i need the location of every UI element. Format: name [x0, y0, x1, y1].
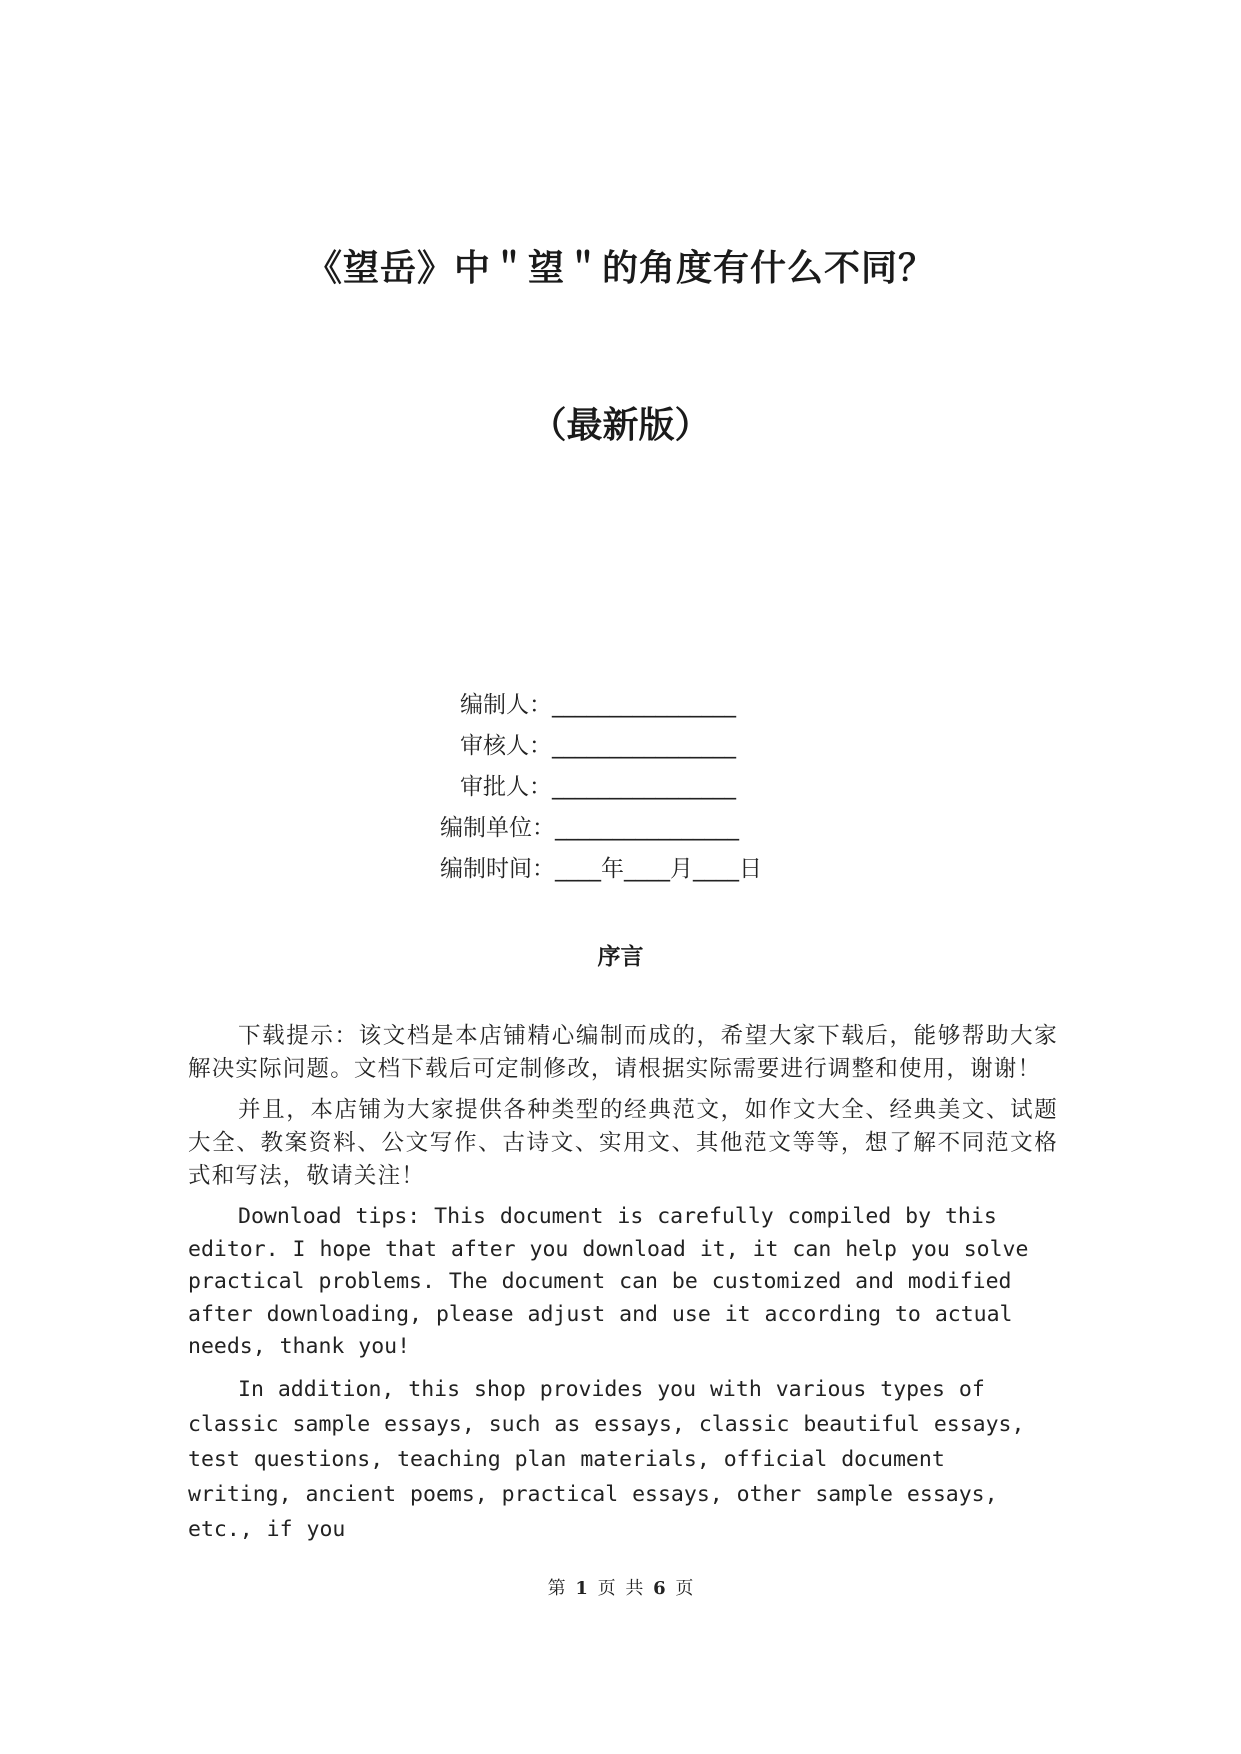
footer-middle: 页 共: [597, 1578, 644, 1599]
compiler-blank: ________________: [552, 692, 736, 718]
document-title: 《望岳》中＂望＂的角度有什么不同？: [305, 248, 935, 289]
footer-page-number: 1: [575, 1578, 588, 1599]
footer-suffix: 页: [675, 1578, 694, 1599]
document-subtitle: （最新版）: [530, 405, 711, 446]
time-value: ____年____月____日: [555, 856, 762, 882]
page-footer: [0, 1574, 1241, 1600]
unit-blank: ________________: [555, 815, 739, 841]
preface-paragraph: In addition, this shop provides you with various types of classic sample essays, such as essays, classic beautiful essays, test questions, teaching plan materials, official document writing, ancient poems, practical essays, other sample essays, etc., if you: [188, 1376, 1025, 1542]
footer-prefix: 第: [547, 1578, 566, 1599]
approver-row: [440, 767, 860, 808]
time-row: [440, 849, 860, 890]
compiler-label: 编制人：: [460, 692, 552, 718]
reviewer-blank: ________________: [552, 733, 736, 759]
preface-paragraph: 并且，本店铺为大家提供各种类型的经典范文，如作文大全、经典美文、试题大全、教案资料、公文写作、古诗文、实用文、其他范文等等，想了解不同范文格式和写法，敬请关注！: [188, 1097, 1058, 1189]
preface-paragraph: 下载提示：该文档是本店铺精心编制而成的，希望大家下载后，能够帮助大家解决实际问题。文档下载后可定制修改，请根据实际需要进行调整和使用，谢谢！: [188, 1023, 1058, 1082]
preface-paragraph: Download tips: This document is carefully compiled by this editor. I hope that after you download it, it can help you solve practical problems. The document can be customized and modified after downloading, please adjust and use it according to actual needs, thank you!: [188, 1204, 1029, 1359]
time-label: 编制时间：: [440, 856, 555, 882]
approval-block: [440, 685, 860, 890]
approver-label: 审批人：: [460, 774, 552, 800]
footer-total-pages: 6: [653, 1578, 666, 1599]
preface-body: [188, 1020, 1058, 1542]
unit-label: 编制单位：: [440, 815, 555, 841]
reviewer-label: 审核人：: [460, 733, 552, 759]
compiler-row: [440, 685, 860, 726]
reviewer-row: [440, 726, 860, 767]
approver-blank: ________________: [552, 774, 736, 800]
unit-row: [440, 808, 860, 849]
preface-heading: 序言: [597, 944, 644, 970]
